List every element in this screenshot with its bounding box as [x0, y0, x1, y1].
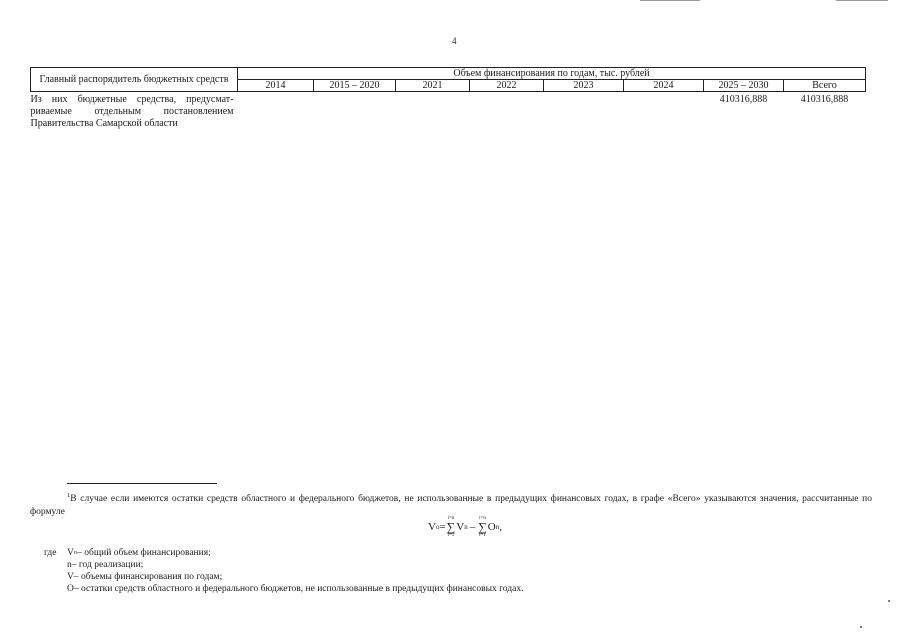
scan-artifact-line: [836, 0, 888, 1]
legend-item: [44, 559, 523, 571]
scan-artifact-speck: [888, 600, 890, 602]
table-cell: [396, 92, 470, 131]
row-label: [31, 92, 238, 131]
table-header-row: [31, 68, 866, 80]
year-header: 2021: [396, 80, 470, 92]
funding-table: [30, 67, 866, 130]
year-header: 2024: [624, 80, 704, 92]
row-label-line: риваемые отдельным постановлением: [30, 106, 234, 117]
formula-term2-sub: n: [495, 523, 500, 531]
sum-symbol: [478, 516, 487, 538]
legend-symbol: n: [67, 560, 72, 570]
scan-artifact-line: [640, 0, 700, 1]
formula-term2: O: [487, 521, 496, 533]
sum-lower-limit: i=1: [447, 533, 455, 538]
formula-lhs: V: [428, 521, 436, 533]
legend-item: [44, 547, 523, 559]
legend-symbol: O: [67, 584, 74, 594]
year-header: 2022: [470, 80, 544, 92]
formula-eq: =: [439, 521, 446, 533]
formula-minus: –: [469, 521, 476, 533]
sigma-icon: ∑: [478, 520, 487, 534]
formula-term1-sub: n: [464, 523, 468, 531]
funding-group-header: Объем финансирования по годам, тыс. рублей: [238, 68, 866, 80]
distributor-header: Главный распорядитель бюджетных средств: [31, 68, 238, 92]
formula: [428, 512, 502, 542]
footnote-marker: 1: [67, 492, 71, 499]
formula-lhs-sub: o: [435, 523, 440, 531]
legend-symbol: V: [67, 572, 74, 582]
sum-upper-limit: i=n: [447, 516, 455, 521]
year-header: 2014: [238, 80, 314, 92]
formula-legend: [44, 547, 523, 595]
legend-where: где: [44, 548, 57, 558]
legend-text: – общий объем финансирования;: [77, 548, 211, 558]
table-cell-2025-2030: 410316,888: [719, 94, 768, 105]
table-cell: [544, 92, 624, 131]
page-number: 4: [452, 36, 457, 46]
table-cell: [470, 92, 544, 131]
sum-lower-limit: i=1: [479, 533, 486, 538]
table-row: [31, 92, 866, 131]
formula-trail: ,: [499, 521, 502, 533]
legend-text: – остатки средств областного и федерального бюджетов, не использованные в предыдущих финансовых годах.: [73, 584, 524, 594]
legend-symbol-sub: o: [73, 549, 78, 556]
formula-term1: V: [456, 521, 465, 533]
scan-artifact-speck: [860, 626, 862, 628]
legend-item: [44, 583, 523, 595]
year-header: 2023: [544, 80, 624, 92]
row-label-line: Из них бюджетные средства, предусмат-: [30, 94, 234, 105]
sum-symbol: [447, 516, 456, 538]
table-cell-total: 410316,888: [800, 94, 849, 105]
year-header: 2015 – 2020: [314, 80, 396, 92]
legend-item: [44, 571, 523, 583]
year-header: 2025 – 2030: [704, 80, 784, 92]
sigma-icon: ∑: [446, 520, 456, 534]
footnote-separator: [67, 483, 217, 484]
table-cell: [314, 92, 396, 131]
legend-text: – год реализации;: [71, 560, 144, 570]
sum-upper-limit: i=n: [479, 516, 486, 521]
legend-text: – объемы финансирования по годам;: [73, 572, 223, 582]
table-cell: [624, 92, 704, 131]
legend-symbol: V: [67, 548, 74, 558]
table-cell: [238, 92, 314, 131]
total-header: Всего: [784, 80, 866, 92]
row-label-line: Правительства Самарской области: [30, 118, 178, 129]
footnote-text: В случае если имеются остатки средств областного и федерального бюджетов, не использованные в предыдущих финансовых годах, в графе «Всего» указываются значения, рассчитанные по формуле: [30, 494, 872, 518]
